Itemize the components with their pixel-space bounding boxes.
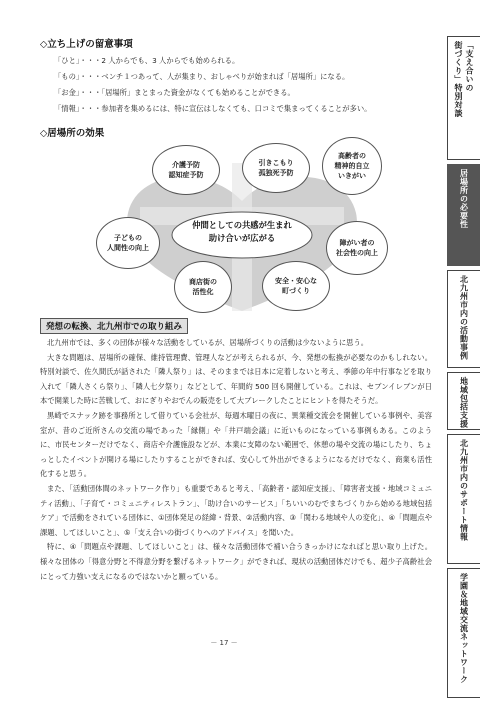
list-item: 「ひと」・・・2 人からでも、3 人からでも始められる。 <box>54 56 240 65</box>
tab-label: 北九州市内のサポート情報 <box>459 439 469 541</box>
tab-special-dialogue[interactable] <box>447 36 480 160</box>
center-message: 仲間としての共感が生まれ 助け合いが広がる <box>192 220 292 243</box>
tab-label: 地域包括支援 <box>459 377 469 428</box>
effect-safe-town: 安全・安心な 町づくり <box>262 261 330 311</box>
effect-care-prevention: 介護予防 認知症予防 <box>152 145 220 195</box>
effects-title: ◇居場所の効果 <box>40 128 105 139</box>
effect-isolation-prevention: 引きこもり 孤独死予防 <box>242 143 310 193</box>
tab-label: 学園＆地域交流ネットワーク <box>459 573 469 684</box>
startup-notes-title: ◇立ち上げの留意事項 <box>40 39 133 50</box>
effect-disability-social: 障がい者の 社会性の向上 <box>326 221 388 275</box>
effects-diagram <box>40 143 432 313</box>
list-item: 「お金」・・・「居場所」まとまった資金がなくても始めることができる。 <box>54 88 295 97</box>
tab-label: 「支え合いの 街づくり」特別対談 <box>454 41 474 118</box>
page-number: － 17 － <box>210 639 238 647</box>
effect-shopping-street: 商店街の 活性化 <box>174 261 232 313</box>
main-content <box>40 36 432 584</box>
tab-ibasho-necessity[interactable] <box>447 164 480 266</box>
list-item: 「情報」・・・参加者を集めるには、特に宣伝はしなくても、口コミで集まってくることが多い。 <box>54 104 372 113</box>
paragraph: 大きな問題は、居場所の確保、維持管理費、管理人などが考えられるが、今、発想の転換が必要なのかもしれない。特別対談で、佐久間氏が話された「隣人祭り」は、そのままでは日本に定着しないと考え、季節の年中行事などを取り入れて「隣人さくら祭り」、「隣人七夕祭り」などとして、年間約 500 回も開催している。これは、セブンイレブンが日本で開業した時に苦戦して、おにぎりやおでんの販売をして大ブレークしたことにヒントを得たそうだ。 <box>40 352 432 406</box>
body-text <box>40 336 432 584</box>
tab-label: 居場所の必要性 <box>459 169 469 229</box>
paragraph: 特に、④「問題点や課題、してほしいこと」は、様々な活動団体で補い合うきっかけになればと思い取り上げた。様々な団体の「得意分野と不得意分野を繋げるネットワーク」ができれば、現状の活動団体だけでも、超少子高齢社会にとって力強い支えになるのではないかと願っている。 <box>40 542 432 581</box>
tab-community-support[interactable] <box>447 372 480 430</box>
startup-notes-list <box>54 53 432 117</box>
paragraph: 黒崎でスナック跡を事務所として借りている会社が、毎週木曜日の夜に、異業種交流会を開催している事例や、美容室が、昔のご近所さんの交流の場であった「縁側」や「井戸端会議」に近いものになっている事例もある。このように、市民センターだけでなく、商店や介護施設などが、本業に支障のない範囲で、休憩の場や交流の場にしたり、ちょっとしたイベントが開ける場にしたりすることができれば、安心して外出ができるようになるだけでなく、商業も活性化すると思う。 <box>40 410 432 479</box>
effect-child-development: 子どもの 人間性の向上 <box>96 217 160 269</box>
kitakyushu-heading: 発想の転換、北九州市での取り組み <box>40 318 188 334</box>
paragraph: 北九州市では、多くの団体が様々な活動をしているが、居場所づくりの活動は少ないように思う。 <box>47 338 369 347</box>
paragraph: また、「活動団体間のネットワーク作り」も重要であると考え、「高齢者・認知症支援」、「障害者支援・地域コミュニティ活動」、「子育て・コミュニティレストラン」、「助け合いのサービス」「ちいいのむでまちづくりから始める地域包括ケア」で活動をされている団体に、①団体発足の経緯・背景、②活動内容、③「関わる地域や人の変化」、④「問題点や課題、してほしいこと」、⑤「支え合いの街づくりへのアドバイス」を聞いた。 <box>40 483 432 537</box>
tab-school-network[interactable] <box>447 568 480 698</box>
tab-label: 北九州市内の活動事例 <box>459 275 469 360</box>
effect-elderly-independence: 高齢者の 精神的自立 いきがい <box>322 137 382 195</box>
tab-support-info[interactable] <box>447 434 480 564</box>
tab-activity-cases[interactable] <box>447 270 480 368</box>
chapter-index-tabs <box>447 36 480 702</box>
list-item: 「もの」・・・ベンチ１つあって、人が集まり、おしゃべりが始まれば「居場所」になる。 <box>54 72 350 81</box>
